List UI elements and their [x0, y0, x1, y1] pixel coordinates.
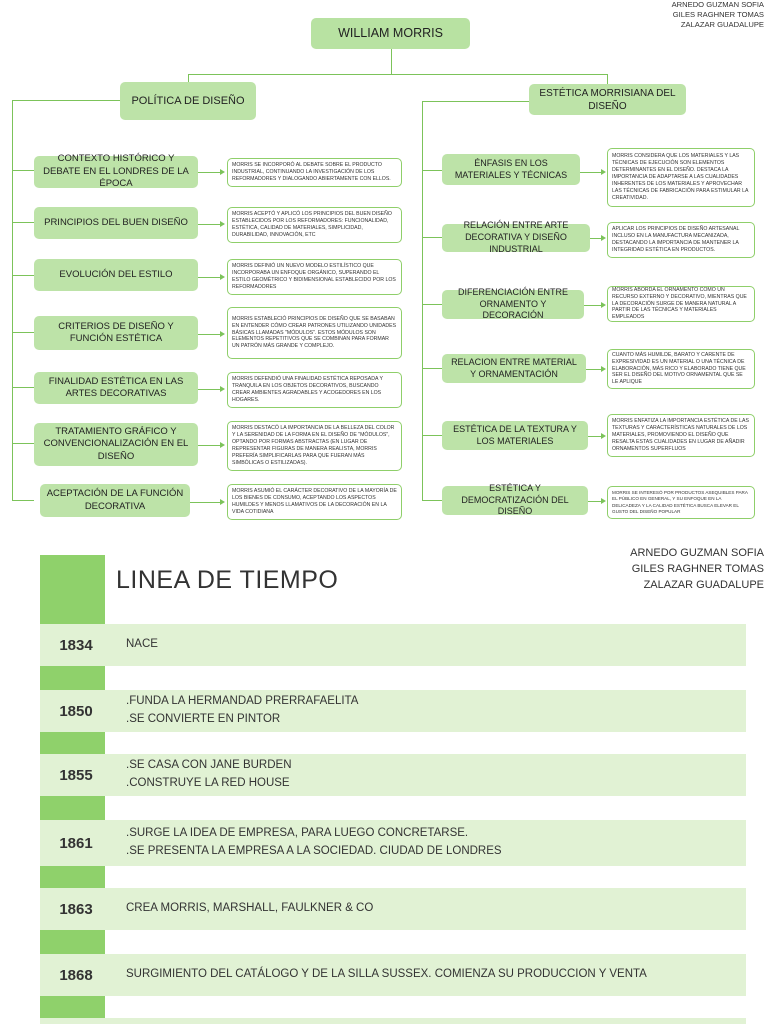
left-branch-title: POLÍTICA DE DISEÑO	[120, 82, 256, 120]
right-item-2: RELACIÓN ENTRE ARTE DECORATIVA Y DISEÑO INDUSTRIAL	[442, 224, 590, 252]
timeline-year: 1861	[59, 834, 93, 852]
left-note-2: MORRIS ACEPTÓ Y APLICÓ LOS PRINCIPIOS DEL BUEN DISEÑO ESTABLECIDOS POR LOS REFORMADORES: FUNCIONALIDAD, ESTÉTICA, CALIDAD DE MATERIALES, SIMPLICIDAD, DURABILIDAD, INNOVACIÓN, ETC	[227, 207, 402, 243]
right-item-3: DIFERENCIACIÓN ENTRE ORNAMENTO Y DECORACIÓN	[442, 290, 584, 319]
timeline-text	[126, 624, 158, 666]
timeline-line: SURGIMIENTO DEL CATÁLOGO Y DE LA SILLA SUSSEX. COMIENZA SU PRODUCCION Y VENTA	[126, 968, 647, 981]
right-note-3: MORRIS ABORDA EL ORNAMENTO COMO UN RECURSO EXTERNO Y DECORATIVO, MIENTRAS QUE LA DECORACIÓN SURGE DE MANERA NATURAL A PARTIR DE LAS TÉCNICAS Y MATERIALES EMPLEADOS	[607, 286, 755, 322]
timeline-line: .SE PRESENTA LA EMPRESA A LA SOCIEDAD. CIUDAD DE LONDRES	[126, 845, 502, 857]
left-note-6: MORRIS DESTACÓ LA IMPORTANCIA DE LA BELLEZA DEL COLOR Y LA SERENIDAD DE LA FORMA EN EL DISEÑO DE "MÓDULOS", OPTANDO POR FORMAS ABSTRACTAS (EN LUGAR DE REPRESENTAR FIGURAS DE MANERA REALISTA, MORRIS PREFERÍA SIMPLIFICARLAS PARA QUE FUERAN MÁS SIMBÓLICAS O ESTILIZADAS).	[227, 421, 402, 471]
right-note-5: MORRIS ENFATIZA LA IMPORTANCIA ESTÉTICA DE LAS TEXTURAS Y CARACTERÍSTICAS NATURALES DE LOS MATERIALES, PROMOVIENDO EL DISEÑO QUE RESALTA ESTAS CUALIDADES EN LUGAR DE AÑADIR ORNAMENTOS SUPERFLUOS	[607, 414, 755, 457]
left-item-4: CRITERIOS DE DISEÑO Y FUNCIÓN ESTÉTICA	[34, 316, 198, 350]
right-note-1: MORRIS CONSIDERA QUE LOS MATERIALES Y LAS TÉCNICAS DE EJECUCIÓN SON ELEMENTOS DETERMINANTES EN EL DISEÑO. DESTACA LA IMPORTANCIA DE ADAPTARSE A LAS CUALIDADES INHERENTES DE LOS MATERIALES Y APROVECHAR LAS TÉCNICAS DE FABRICACIÓN PARA ESTIMULAR LA CREATIVIDAD.	[607, 148, 755, 207]
timeline-text	[126, 754, 292, 796]
timeline-line: CREA MORRIS, MARSHALL, FAULKNER & CO	[126, 902, 374, 915]
right-note-4: CUANTO MÁS HUMILDE, BARATO Y CARENTE DE EXPRESIVIDAD ES UN MATERIAL O UNA TÉCNICA DE ELABORACIÓN, MÁS RICO Y ELABORADO TIENE QUE SER EL DISEÑO DEL MOTIVO ORNAMENTAL QUE SE LE APLIQUE	[607, 349, 755, 389]
timeline-line: .FUNDA LA HERMANDAD PRERRAFAELITA	[126, 695, 359, 708]
left-item-6: TRATAMIENTO GRÁFICO Y CONVENCIONALIZACIÓN EN EL DISEÑO	[34, 423, 198, 466]
timeline-line: .CONSTRUYE LA RED HOUSE	[126, 777, 290, 789]
left-note-4: MORRIS ESTABLECIÓ PRINCIPIOS DE DISEÑO QUE SE BASABAN EN ENTENDER CÓMO CREAR PATRONES UTILIZANDO UNIDADES BÁSICAS LLAMADAS "MÓDULOS". ESTOS MÓDULOS SON ELEMENTOS REPETITIVOS QUE SE COMBINAN PARA FORMAR UN PATRÓN MÁS GRANDE Y COMPLEJO.	[227, 307, 402, 359]
left-note-7: MORRIS ASUMIÓ EL CARÁCTER DECORATIVO DE LA MAYORÍA DE LOS BIENES DE CONSUMO, ACEPTANDO LOS ASPECTOS HUMILDES Y MENOS LLAMATIVOS DE LA DECORACIÓN EN LA VIDA COTIDIANA	[227, 484, 402, 520]
timeline-year: 1863	[59, 900, 93, 918]
author-line: GILES RAGHNER TOMAS	[631, 562, 764, 575]
right-branch-title: ESTÉTICA MORRISIANA DEL DISEÑO	[529, 84, 686, 115]
author-line: ZALAZAR GUADALUPE	[680, 19, 764, 29]
left-item-3: EVOLUCIÓN DEL ESTILO	[34, 259, 198, 291]
right-item-1: ÉNFASIS EN LOS MATERIALES Y TÉCNICAS	[442, 154, 580, 185]
timeline-text	[126, 820, 502, 866]
authors-top	[672, 0, 764, 30]
timeline-line: .SE CASA CON JANE BURDEN	[126, 759, 292, 772]
left-item-1: CONTEXTO HISTÓRICO Y DEBATE EN EL LONDRES DE LA ÉPOCA	[34, 156, 198, 188]
timeline-authors	[630, 546, 764, 594]
timeline-text	[126, 888, 373, 930]
author-line: ARNEDO GUZMAN SOFIA	[630, 547, 764, 559]
author-line: ZALAZAR GUADALUPE	[643, 578, 764, 591]
right-item-4: RELACION ENTRE MATERIAL Y ORNAMENTACIÓN	[442, 354, 586, 383]
timeline-year: 1850	[59, 702, 93, 720]
left-item-7: ACEPTACIÓN DE LA FUNCIÓN DECORATIVA	[40, 484, 190, 517]
author-line: GILES RAGHNER TOMAS	[672, 9, 764, 19]
timeline-line: NACE	[126, 638, 158, 651]
left-note-5: MORRIS DEFENDIÓ UNA FINALIDAD ESTÉTICA REPOSADA Y TRANQUILA EN LOS OBJETOS DECORATIVOS, BUSCANDO CREAR AMBIENTES AGRADABLES Y ACOGEDORES EN LOS HOGARES.	[227, 372, 402, 408]
timeline-row	[40, 1018, 746, 1024]
right-note-6: MORRIS SE INTERESÓ POR PRODUCTOS ASEQUIBLES PARA EL PÚBLICO EN GENERAL, Y SU ENFOQUE EN LA DELICADEZA Y LA CALIDAD ESTÉTICA BUSCA ELEVAR EL GUSTO DEL DISEÑO POPULAR	[607, 486, 755, 519]
author-line: ARNEDO GUZMAN SOFIA	[671, 0, 764, 9]
right-item-6: ESTÉTICA Y DEMOCRATIZACIÓN DEL DISEÑO	[442, 486, 588, 515]
timeline-title: LINEA DE TIEMPO	[116, 566, 339, 594]
left-item-5: FINALIDAD ESTÉTICA EN LAS ARTES DECORATIVAS	[34, 372, 198, 404]
timeline-line: .SURGE LA IDEA DE EMPRESA, PARA LUEGO CONCRETARSE.	[126, 827, 469, 840]
left-note-3: MORRIS DEFINIÓ UN NUEVO MODELO ESTILÍSTICO QUE INCORPORABA UN ENFOQUE ORGÁNICO, SUPERANDO EL ESTILO GEOMÉTRICO Y BIDIMENSIONAL ESTABLECIDO POR LOS REFORMADORES	[227, 259, 402, 295]
timeline-year: 1855	[59, 766, 93, 784]
root-node: WILLIAM MORRIS	[311, 18, 470, 49]
left-item-2: PRINCIPIOS DEL BUEN DISEÑO	[34, 207, 198, 239]
right-note-2: APLICAR LOS PRINCIPIOS DE DISEÑO ARTESANAL INCLUSO EN LA MANUFACTURA MECANIZADA, DESTACANDO LA IMPORTANCIA DE MANTENER LA INTEGRIDAD ESTÉTICA EN PRODUCTOS.	[607, 222, 755, 258]
left-note-1: MORRIS SE INCORPORÓ AL DEBATE SOBRE EL PRODUCTO INDUSTRIAL, CONTINUANDO LA INVESTIGACIÓN DE LOS REFORMADORES Y DIALOGANDO ABIERTAMENTE CON ELLOS.	[227, 158, 402, 187]
timeline-line: .SE CONVIERTE EN PINTOR	[126, 713, 281, 725]
timeline-year: 1834	[59, 636, 93, 654]
right-item-5: ESTÉTICA DE LA TEXTURA Y LOS MATERIALES	[442, 421, 588, 450]
timeline-text	[126, 690, 358, 732]
timeline-year: 1868	[59, 966, 93, 984]
timeline-text	[126, 954, 647, 996]
